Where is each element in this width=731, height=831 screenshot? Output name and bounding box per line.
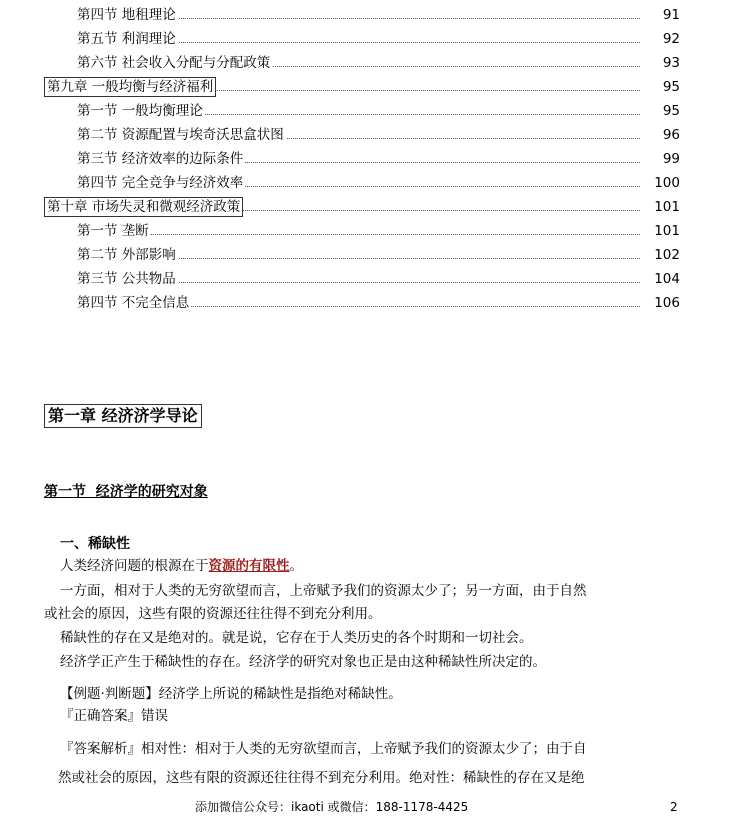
answer-analysis-line: 然或社会的原因，这些有限的资源还往往得不到充分利用。绝对性：稀缺性的存在又是绝 xyxy=(58,770,585,786)
toc-entry-page: 95 xyxy=(640,101,680,121)
paragraph-line: 一方面，相对于人类的无穷欲望而言，上帝赋予我们的资源太少了；另一方面，由于自然 xyxy=(60,583,587,599)
toc-entry-label: 第六节 社会收入分配与分配政策 xyxy=(77,55,271,71)
chapter-heading: 第一章 经济济学导论 xyxy=(44,404,202,428)
toc-entry-page: 101 xyxy=(640,221,680,241)
toc-entry-page: 96 xyxy=(640,125,680,145)
paragraph-scarcity-root xyxy=(60,556,303,576)
toc-entry-label: 第二节 外部影响 xyxy=(77,247,176,263)
toc-section-entry[interactable] xyxy=(0,245,731,265)
toc-section-entry[interactable] xyxy=(0,269,731,289)
subsection-heading: 一、稀缺性 xyxy=(60,536,130,552)
page-number: 2 xyxy=(670,800,678,814)
toc-entry-page: 100 xyxy=(640,173,680,193)
toc-entry-label: 第三节 公共物品 xyxy=(77,271,176,287)
section-heading: 第一节 经济学的研究对象 xyxy=(44,484,208,500)
toc-section-entry[interactable] xyxy=(0,125,731,145)
toc-entry-page: 91 xyxy=(640,5,680,25)
toc-entry-label: 第五节 利润理论 xyxy=(77,31,176,47)
toc-entry-label: 第十章 市场失灵和微观经济政策 xyxy=(44,197,243,217)
example-question: 【例题·判断题】经济学上所说的稀缺性是指绝对稀缺性。 xyxy=(60,686,402,702)
toc-entry-page: 95 xyxy=(640,77,680,97)
toc-entry-label: 第四节 完全竞争与经济效率 xyxy=(77,175,244,191)
toc-entry-label: 第一节 一般均衡理论 xyxy=(77,103,203,119)
toc-entry-label: 第四节 不完全信息 xyxy=(77,295,190,311)
paragraph-line: 经济学正产生于稀缺性的存在。经济学的研究对象也正是由这种稀缺性所决定的。 xyxy=(60,654,546,670)
resource-limited-link[interactable]: 资源的有限性 xyxy=(208,558,290,574)
toc-entry-page: 93 xyxy=(640,53,680,73)
toc-entry-page: 102 xyxy=(640,245,680,265)
toc-section-entry[interactable] xyxy=(0,173,731,193)
toc-section-entry[interactable] xyxy=(0,221,731,241)
paragraph-line: 或社会的原因，这些有限的资源还往往得不到充分利用。 xyxy=(44,606,382,622)
correct-answer: 『正确答案』错误 xyxy=(60,708,168,724)
paragraph-text: 。 xyxy=(289,558,303,574)
toc-entry-page: 92 xyxy=(640,29,680,49)
footer-contact: 添加微信公众号：ikaoti 或微信：188-1178-4425 xyxy=(195,800,469,814)
toc-section-entry[interactable] xyxy=(0,29,731,49)
toc-entry-label: 第一节 垄断 xyxy=(77,223,149,239)
toc-section-entry[interactable] xyxy=(0,5,731,25)
toc-chapter-entry[interactable] xyxy=(0,197,731,217)
toc-chapter-entry[interactable] xyxy=(0,77,731,97)
toc-section-entry[interactable] xyxy=(0,53,731,73)
toc-section-entry[interactable] xyxy=(0,293,731,313)
toc-entry-page: 101 xyxy=(640,197,680,217)
toc-section-entry[interactable] xyxy=(0,101,731,121)
answer-analysis-line: 『答案解析』相对性：相对于人类的无穷欲望而言，上帝赋予我们的资源太少了；由于自 xyxy=(60,741,587,757)
toc-entry-page: 104 xyxy=(640,269,680,289)
toc-section-entry[interactable] xyxy=(0,149,731,169)
toc-entry-label: 第三节 经济效率的边际条件 xyxy=(77,151,244,167)
toc-entry-page: 99 xyxy=(640,149,680,169)
toc-leader-dots xyxy=(77,234,678,235)
toc-entry-page: 106 xyxy=(640,293,680,313)
paragraph-text: 人类经济问题的根源在于 xyxy=(60,558,209,574)
toc-entry-label: 第二节 资源配置与埃奇沃思盒状图 xyxy=(77,127,284,143)
paragraph-line: 稀缺性的存在又是绝对的。就是说，它存在于人类历史的各个时期和一切社会。 xyxy=(60,630,533,646)
toc-entry-label: 第四节 地租理论 xyxy=(77,7,176,23)
toc-entry-label: 第九章 一般均衡与经济福利 xyxy=(44,77,216,97)
